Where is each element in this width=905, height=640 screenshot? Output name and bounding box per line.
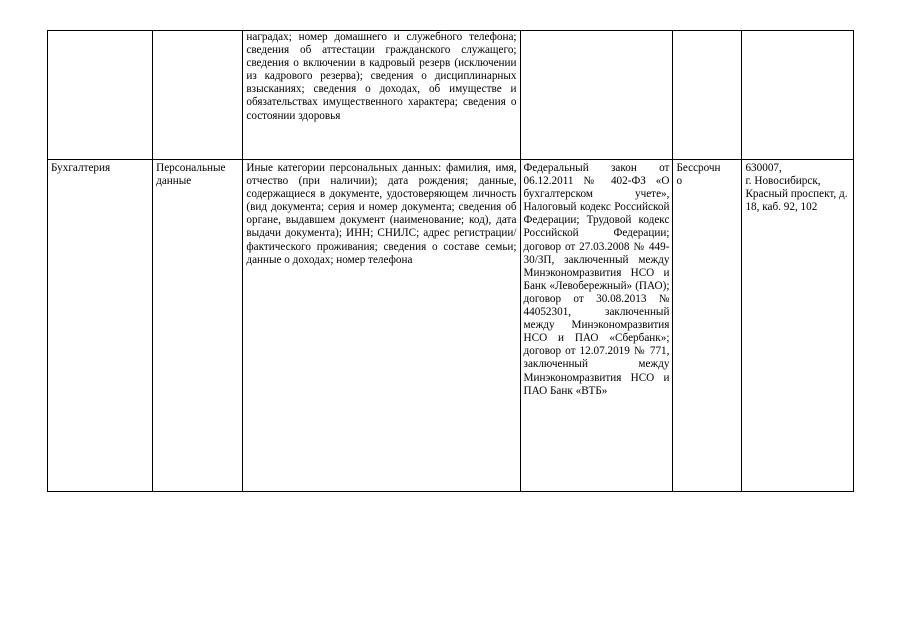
term-line-2: о bbox=[676, 175, 683, 188]
cell-details: наградах; номер домашнего и служебного телефона; сведения об аттестации гражданского служащего; сведения о включении в кадровый резерв (исключении из кадрового резерва); сведения о дисциплинарных взысканиях; сведения о доходах, об имуществе и обязательствах имущественного характера; сведения о состоянии здоровья bbox=[243, 31, 520, 160]
cell-legal-basis: Федеральный закон от 06.12.2011 № 402-ФЗ «О бухгалтерском учете», Налоговый кодекс Российской Федерации; Трудовой кодекс Российской Федерации; договор от 27.03.2008 № 449-30/ЗП, заключенный между Минэкономразвития НСО и Банк «Левобережный» (ПАО); договор от 30.08.2013 № 44052301, заключенный между Минэкономразвития НСО и ПАО «Сбербанк»; договор от 12.07.2019 № 771, заключенный между Минэкономразвития НСО и ПАО Банк «ВТБ» bbox=[520, 160, 673, 492]
cell-category: Персональные данные bbox=[153, 160, 243, 492]
cell-term bbox=[673, 160, 742, 492]
cell-department: Бухгалтерия bbox=[48, 160, 153, 492]
cell-legal-basis bbox=[520, 31, 673, 160]
cell-term bbox=[673, 31, 742, 160]
cell-department bbox=[48, 31, 153, 160]
personal-data-table bbox=[47, 30, 854, 492]
address-line-1: 630007, bbox=[745, 162, 782, 174]
cell-details: Иные категории персональных данных: фамилия, имя, отчество (при наличии); дата рождения; данные, содержащиеся в документе, удостоверяющем личность (вид документа; серия и номер документа; сведения об органе, выдавшем документ (наименование; код), дата выдачи документа); ИНН; СНИЛС; адрес регистрации/фактического проживания; сведения о составе семьи; данные о доходах; номер телефона bbox=[243, 160, 520, 492]
term-line-1: Бессрочн bbox=[676, 162, 721, 174]
table-row bbox=[48, 31, 854, 160]
cell-address bbox=[742, 160, 854, 492]
cell-category bbox=[153, 31, 243, 160]
address-line-2: г. Новосибирск, Красный проспект, д. 18, каб. 92, 102 bbox=[745, 175, 848, 214]
cell-address bbox=[742, 31, 854, 160]
table-row bbox=[48, 160, 854, 492]
